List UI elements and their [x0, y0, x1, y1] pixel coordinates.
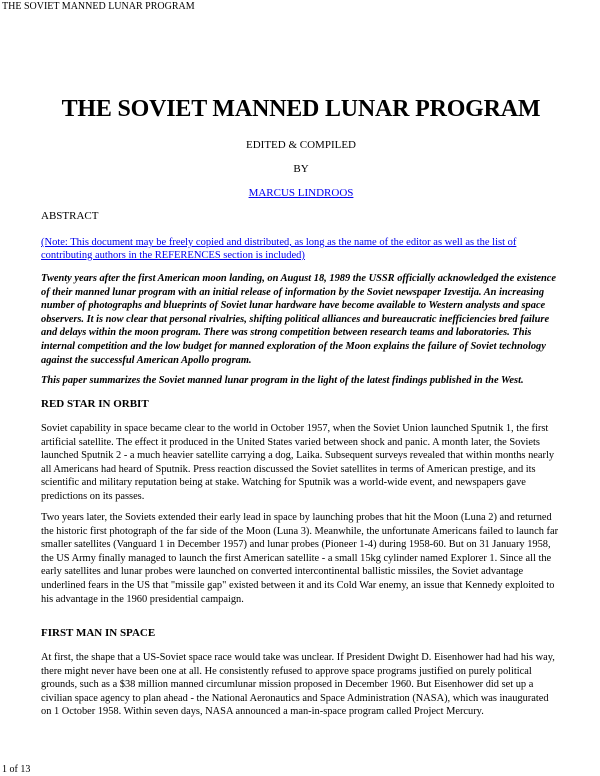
section1-paragraph-1: Soviet capability in space became clear to the world in October 1957, when the Soviet Union launched Sputnik 1, the first artificial satellite. The effect it produced in the United States varied between shock and panic. A month later, the Soviets launched Sputnik 2 - a much heavier satellite carrying a dog, Laika. Subsequent surveys revealed that within months nearly all Americans had heard of Sputnik. Press reaction discussed the Soviet satellites in terms of American prestige, and its scientific and military reputation being at stake. Watching for Sputnik was a world-wide event, and newspapers gave predictions on its passes.	[41, 423, 555, 502]
abstract-paragraph-1: Twenty years after the first American moon landing, on August 18, 1989 the USSR officially acknowledged the existence of their manned lunar program with an initial release of information by the Soviet newspaper Izvestija. An increasing number of photographs and blueprints of Soviet lunar hardware have become available to Western analysts and space observers. It is now clear that personal rivalries, shifting political alliances and bureaucratic inefficiencies bred failure and delays within the moon program. There was strong competition between research teams and laboratories. This internal competition and the low budget for manned exploration of the Moon explains the failure of Soviet technology against the successful American Apollo program.	[41, 273, 557, 366]
author-line	[41, 187, 561, 199]
document-title: THE SOVIET MANNED LUNAR PROGRAM	[61, 96, 541, 122]
by-line: BY	[293, 163, 309, 175]
section-heading-red-star: RED STAR IN ORBIT	[41, 398, 149, 410]
abstract-label: ABSTRACT	[41, 210, 99, 222]
page-header: THE SOVIET MANNED LUNAR PROGRAM	[2, 1, 195, 12]
copyright-note-link[interactable]: (Note: This document may be freely copied and distributed, as long as the name of the editor as well as the list of contributing authors in the REFERENCES section is included)	[41, 237, 517, 261]
abstract-paragraph-2: This paper summarizes the Soviet manned lunar program in the light of the latest findings published in the West.	[41, 375, 524, 386]
section1-paragraph-2: Two years later, the Soviets extended their early lead in space by launching probes that hit the Moon (Luna 2) and returned the historic first photograph of the far side of the Moon (Luna 3). Meanwhile, the unfortunate Americans failed to launch far smaller satellites (Vanguard 1 in December 1957) and lunar probes (Pioneer 1-4) during 1958-60. But on 31 January 1958, the US Army finally managed to launch the first American satellite - a small 15kg cylinder named Explorer 1. Since all the early satellites and lunar probes were launched on converted intercontinental ballistic missiles, the Soviet advantage underlined fears in the US that "missile gap" existed between it and its Cold War enemy, an issue that Kennedy exploited to his advantage in the 1960 presidential campaign.	[41, 512, 559, 605]
author-link[interactable]: MARCUS LINDROOS	[248, 187, 354, 199]
page-footer: 1 of 13	[2, 764, 31, 775]
section2-paragraph-1: At first, the shape that a US-Soviet space race would take was unclear. If President Dwight D. Eisenhower had had his way, there might never have been one at all. He consistently refused to approve space programs justified on purely political grounds, such as a $38 million manned circumlunar mission proposed in December 1960. But Eisenhower did set up a civilian space agency to plan ahead - the National Aeronautics and Space Administration (NASA), which was inaugurated on 1 October 1958. Within seven days, NASA announced a man-in-space program called Project Mercury.	[41, 652, 555, 718]
edited-compiled-line: EDITED & COMPILED	[246, 139, 356, 151]
section-heading-first-man: FIRST MAN IN SPACE	[41, 627, 156, 639]
